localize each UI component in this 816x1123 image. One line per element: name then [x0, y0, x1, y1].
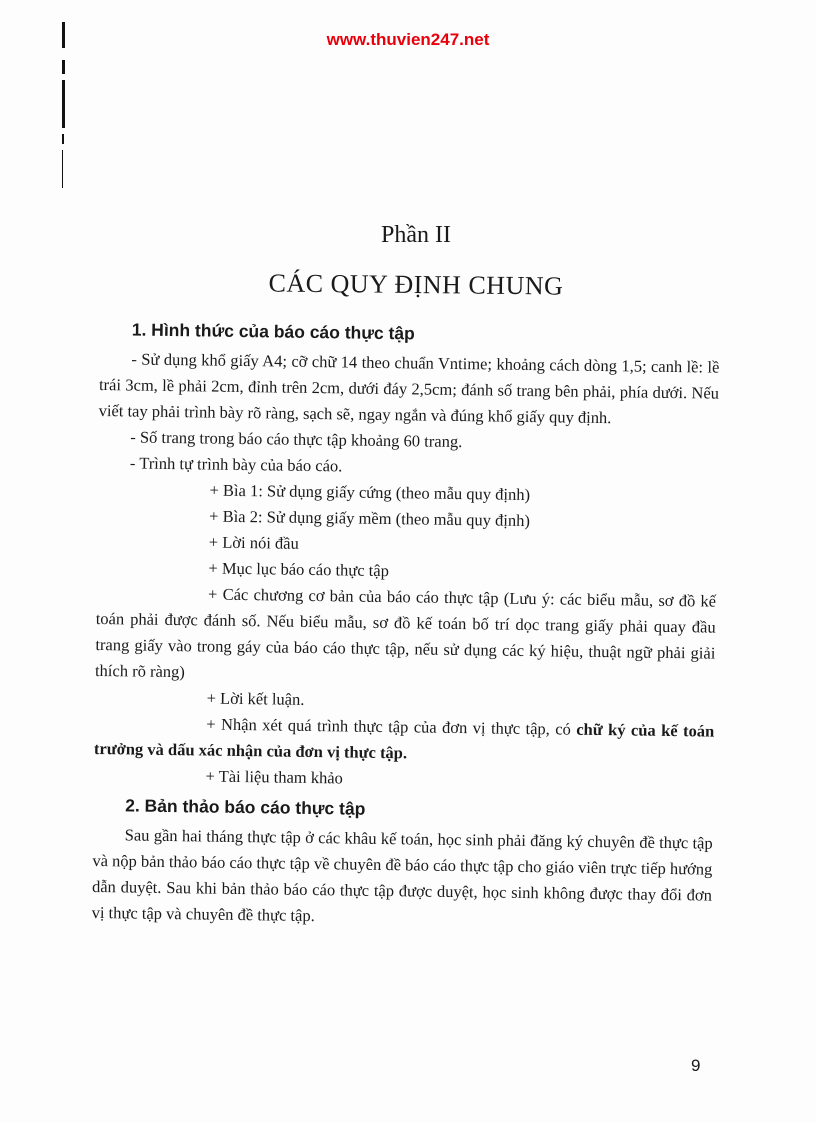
scan-edge-mark	[62, 60, 65, 74]
list-item: + Bìa 2: Sử dụng giấy mềm (theo mẫu quy định)	[209, 506, 531, 531]
list-item: + Bìa 1: Sử dụng giấy cứng (theo mẫu quy định)	[209, 480, 531, 505]
scan-edge-mark	[62, 134, 64, 144]
site-watermark: www.thuvien247.net	[326, 30, 490, 49]
list-item: + Mục lục báo cáo thực tập	[208, 558, 390, 581]
chapter-title: CÁC QUY ĐỊNH CHUNG	[268, 268, 564, 301]
section-heading: 2. Bản thảo báo cáo thực tập	[125, 795, 366, 819]
part-title: Phần II	[381, 222, 451, 248]
list-item-bold-text: chữ ký của kế toán trưởng và dấu xác nhận của đơn vị thực tập.	[93, 719, 715, 763]
paragraph: - Trình tự trình bày của báo cáo.	[129, 453, 343, 476]
list-item: + Lời kết luận.	[206, 688, 305, 709]
page-number: 9	[691, 1056, 701, 1075]
paragraph: Sau gần hai tháng thực tập ở các khâu kế toán, học sinh phải đăng ký chuyên đề thực tập và nộp bản thảo báo cáo thực tập về chuyên đề báo cáo thực tập cho giáo viên trực tiếp hướng dẫn duyệt. Sau khi bản thảo báo cáo thực tập được duyệt, học sinh không được thay đổi đơn vị thực tập và chuyên đề thực tập.	[91, 825, 713, 926]
scan-edge-mark	[62, 80, 65, 128]
list-item: + Lời nói đầu	[208, 532, 299, 553]
section-heading: 1. Hình thức của báo cáo thực tập	[131, 319, 415, 344]
list-item-text: + Nhận xét quá trình thực tập của đơn vị thực tập, có	[206, 714, 577, 739]
list-item	[94, 710, 715, 771]
paragraph: - Sử dụng khổ giấy A4; cỡ chữ 14 theo chuẩn Vntime; khoảng cách dòng 1,5; canh lề: lề trái 3cm, lề phải 2cm, đỉnh trên 2cm, dưới đáy 2,5cm; đánh số trang bên phải, phía dưới. Nếu viết tay phải trình bày rõ ràng, sạch sẽ, ngay ngắn và đúng khổ giấy quy định.	[98, 349, 720, 428]
paragraph: - Số trang trong báo cáo thực tập khoảng 60 trang.	[130, 427, 463, 452]
list-item: + Tài liệu tham khảo	[205, 766, 344, 788]
list-item: + Các chương cơ bản của báo cáo thực tập (Lưu ý: các biểu mẫu, sơ đồ kế toán phải được đánh số. Nếu biểu mẫu, sơ đồ kế toán bố trí dọc trang giấy phải quay đầu trang giấy vào trong gáy của báo cáo thực tập, nếu sử dụng các ký hiệu, thuật ngữ phải giải thích rõ ràng)	[94, 584, 717, 682]
body-text	[91, 316, 719, 935]
scan-edge-mark	[62, 150, 63, 188]
